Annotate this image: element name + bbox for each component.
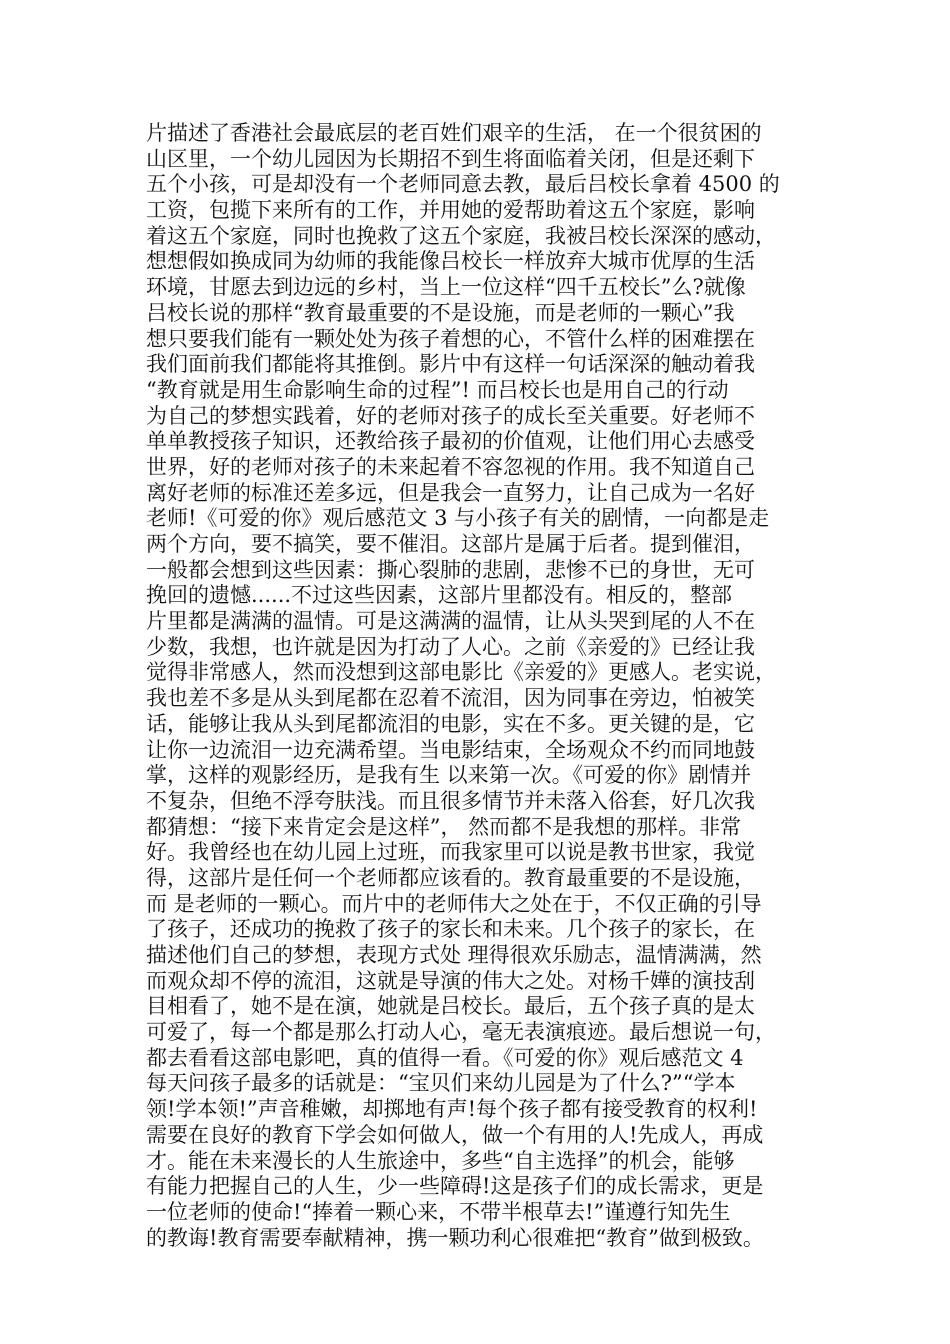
text-line: 话，能够让我从头到尾都流泪的电影，实在不多。更关键的是，它 <box>146 711 755 736</box>
text-line: 描述他们自己的梦想，表现方式处 理得很欢乐励志，温情满满，然 <box>146 943 762 967</box>
text-line: 想只要我们能有一颗处处为孩子着想的心，不管什么样的困难摆在 <box>146 326 755 351</box>
text-line: 工资，包揽下来所有的工作，并用她的爱帮助着这五个家庭，影响 <box>146 198 755 223</box>
text-line: 才。能在未来漫长的人生旅途中，多些“自主选择”的机会，能够 <box>146 1148 735 1173</box>
text-line: 我也差不多是从头到尾都在忍着不流泪，因为同事在旁边，怕被笑 <box>146 686 755 711</box>
text-line: 而观众却不停的流泪，这就是导演的伟大之处。对杨千嬅的演技刮 <box>146 968 755 993</box>
text-line: 有能力把握自己的人生，少一些障碍!这是孩子们的成长需求，更是 <box>146 1174 764 1199</box>
text-line: 想想假如换成同为幼师的我能像吕校长一样放弃大城市优厚的生活 <box>146 249 755 274</box>
text-line: 需要在良好的教育下学会如何做人，做一个有用的人!先成人，再成 <box>146 1122 764 1147</box>
text-line: 觉得非常感人，然而没想到这部电影比《亲爱的》更感人。老实说， <box>146 660 776 685</box>
text-line: 好。我曾经也在幼儿园上过班，而我家里可以说是教书世家，我觉 <box>146 840 755 865</box>
text-line: 目相看了，她不是在演，她就是吕校长。最后，五个孩子真的是太 <box>146 994 755 1019</box>
text-line: 山区里，一个幼儿园因为长期招不到生将面临着关闭，但是还剩下 <box>146 146 755 171</box>
text-line: 两个方向，要不搞笑，要不催泪。这部片是属于后者。提到催泪， <box>146 532 755 556</box>
text-line: 着这五个家庭，同时也挽救了这五个家庭，我被吕校长深深的感动， <box>146 223 776 248</box>
text-line: 我们面前我们都能将其推倒。影片中有这样一句话深深的触动着我 <box>146 352 755 377</box>
text-line: 五个小孩，可是却没有一个老师同意去教，最后吕校长拿着 4500 的 <box>146 172 780 197</box>
text-line: 为自己的梦想实践着，好的老师对孩子的成长至关重要。好老师不 <box>146 403 755 428</box>
text-line: 都猜想：“接下来肯定会是这样”， 然而都不是我想的那样。非常 <box>146 814 742 839</box>
text-line: 片里都是满满的温情。可是这满满的温情，让从头哭到尾的人不在 <box>146 609 755 634</box>
text-line: 领!学本领!”声音稚嫩，却掷地有声!每个孩子都有接受教育的权利! <box>146 1097 758 1122</box>
text-line: 都去看看这部电影吧，真的值得一看。《可爱的你》观后感范文 4 <box>146 1045 744 1070</box>
text-line: 挽回的遗憾......不过这些因素，这部片里都没有。相反的，整部 <box>146 583 733 608</box>
text-line: 片描述了香港社会最底层的老百姓们艰辛的生活， 在一个很贫困的 <box>146 121 762 145</box>
body-text <box>146 121 836 1251</box>
text-line: 少数，我想，也许就是因为打动了人心。之前《亲爱的》已经让我 <box>146 634 755 659</box>
text-line: 一般都会想到这些因素：撕心裂肺的悲剧，悲惨不已的身世，无可 <box>146 557 755 582</box>
text-line: 吕校长说的那样“教育最重要的不是设施，而是老师的一颗心”我 <box>146 300 735 325</box>
text-line: 一位老师的使命!“捧着一颗心来，不带半根草去!”谨遵行知先生 <box>146 1199 731 1224</box>
text-line: 的教诲!教育需要奉献精神，携一颗功利心很难把“教育”做到极致。 <box>146 1225 764 1250</box>
text-line: 了孩子，还成功的挽救了孩子的家长和未来。几个孩子的家长，在 <box>146 917 755 942</box>
text-line: 让你一边流泪一边充满希望。当电影结束，全场观众不约而同地鼓 <box>146 737 755 762</box>
text-line: 可爱了，每一个都是那么打动人心，毫无表演痕迹。最后想说一句， <box>146 1020 776 1045</box>
text-line: 掌，这样的观影经历，是我有生 以来第一次。《可爱的你》剧情并 <box>146 763 752 788</box>
text-line: 离好老师的标准还差多远，但是我会一直努力，让自己成为一名好 <box>146 480 755 505</box>
text-line: 得，这部片是任何一个老师都应该看的。教育最重要的不是设施， <box>146 865 755 890</box>
text-line: 每天问孩子最多的话就是：“宝贝们来幼儿园是为了什么?”“学本 <box>146 1071 736 1096</box>
text-line: “教育就是用生命影响生命的过程”! 而吕校长也是用自己的行动 <box>146 377 729 402</box>
text-line: 老师!《可爱的你》观后感范文 3 与小孩子有关的剧情，一向都是走 <box>146 506 770 531</box>
text-line: 世界，好的老师对孩子的未来起着不容忽视的作用。我不知道自己 <box>146 454 755 479</box>
text-line: 单单教授孩子知识，还教给孩子最初的价值观，让他们用心去感受 <box>146 429 755 454</box>
text-line: 不复杂，但绝不浮夸肤浅。而且很多情节并未落入俗套，好几次我 <box>146 788 755 813</box>
text-line: 而 是老师的一颗心。而片中的老师伟大之处在于，不仅正确的引导 <box>146 891 762 916</box>
text-line: 环境，甘愿去到边远的乡村，当上一位这样“四千五校长”么?就像 <box>146 275 746 300</box>
